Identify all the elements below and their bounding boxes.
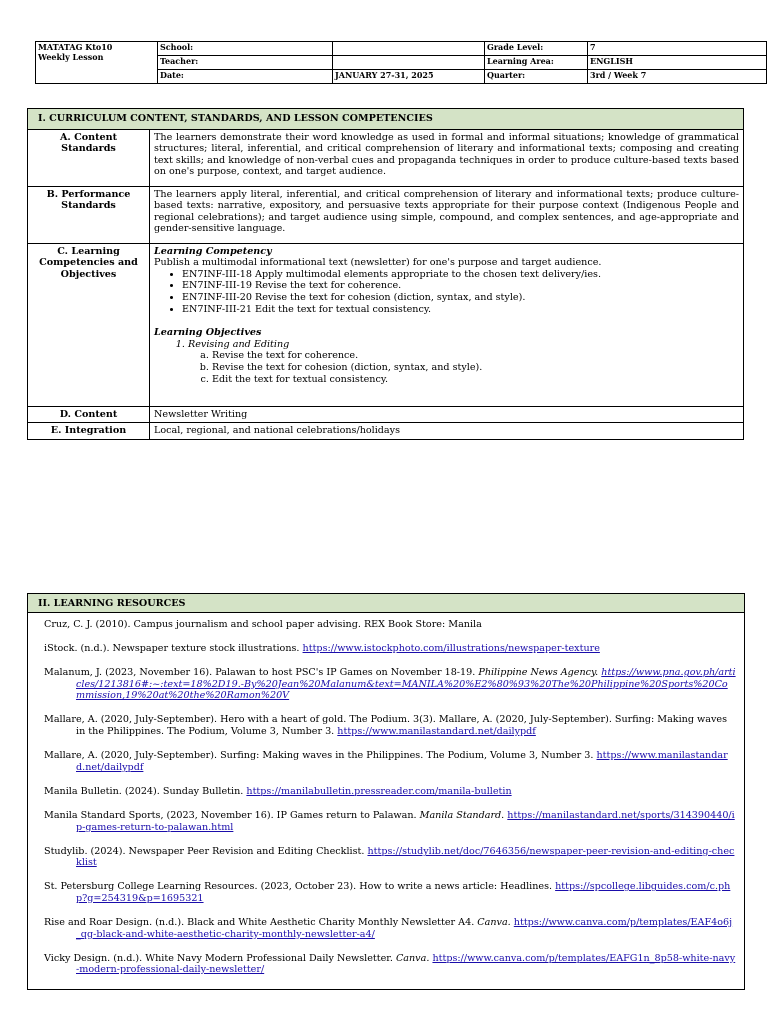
competency-list: [154, 269, 739, 315]
competency-intro: Publish a multimodal informational text (newsletter) for one's purpose and target audience.: [154, 257, 602, 269]
reference-text: Malanum, J. (2023, November 16). Palawan to host PSC's IP Games on November 18-19.: [44, 667, 479, 679]
list-item: c. Edit the text for textual consistency.: [212, 374, 739, 386]
resources-heading: II. LEARNING RESOURCES: [28, 594, 744, 613]
content-standards-text: The learners demonstrate their word knowledge as used in formal and informal situations; knowledge of grammatical structures; literal, inferential, and critical comprehension of literary and informational texts; composing and creating text skills; and knowledge of non-verbal cues and propaganda techniques in order to produce culture-based texts based on one's purpose, context, and target audience.: [150, 129, 744, 186]
performance-standards-text: The learners apply literal, inferential, and critical comprehension of literary and informational texts; produce culture-based texts: narrative, expository, and persuasive texts appropriate for their purpose context (Indigenous People and regional celebrations); and target audience using simple, compound, and complex sentences, and age-appropriate and gender-sensitive language.: [150, 186, 744, 243]
list-item: • EN7INF-III-19 Revise the text for coherence.: [182, 280, 739, 292]
reference-item: [44, 953, 736, 976]
reference-text: Rise and Roar Design. (n.d.). Black and White Aesthetic Charity Monthly Newsletter A4.: [44, 917, 478, 928]
objective-groups: [154, 339, 739, 385]
reference-link[interactable]: https://www.canva.com/p/templates/EAFG1n_8p58-white-navy-modern-professional-daily-newsletter/: [76, 952, 736, 976]
reference-item: [44, 917, 736, 940]
school-value: [333, 42, 485, 56]
date-label: Date:: [158, 70, 333, 84]
objective-list: [188, 350, 739, 385]
reference-item: [44, 810, 736, 833]
reference-text: iStock. (n.d.). Newspaper texture stock illustrations.: [44, 643, 303, 655]
objective-group: [188, 339, 739, 385]
resources-box: [27, 593, 745, 990]
reference-text: Mallare, A. (2020, July-September). Surfing: Making waves in the Philippines. The Podium, Volume 3, Number 3.: [44, 750, 597, 762]
competencies-cell: [150, 243, 744, 406]
content-label: D. Content: [28, 406, 150, 423]
reference-link[interactable]: https://www.manilastandard.net/dailypdf: [337, 726, 536, 738]
reference-link[interactable]: https://www.pna.gov.ph/articles/1213816#:~:text=18%2D19.-By%20Jean%20Malanum&text=MANILA%20%E2%80%93%20The%20Philippine%20Sports%20Commission,19%20at%20the%20Ramon%20V: [76, 667, 736, 702]
objective-group-title: Revising and Editing: [188, 338, 290, 350]
reference-link[interactable]: https://www.manilastandard.net/dailypdf: [76, 750, 728, 773]
grade-label: Grade Level:: [485, 42, 588, 56]
reference-item: [44, 619, 736, 631]
grade-value: 7: [588, 42, 767, 56]
reference-link[interactable]: https://www.canva.com/p/templates/EAF4o6j_qg-black-and-white-aesthetic-charity-monthly-newsletter-a4/: [76, 917, 733, 940]
reference-link[interactable]: https://spcollege.libguides.com/c.php?g=254319&p=1695321: [76, 881, 731, 904]
reference-text: Studylib. (2024). Newspaper Peer Revision and Editing Checklist.: [44, 845, 368, 857]
area-label: Learning Area:: [485, 56, 588, 70]
list-item: • EN7INF-III-18 Apply multimodal elements appropriate to the chosen text delivery/ies.: [182, 269, 739, 281]
school-label: School:: [158, 42, 333, 56]
reference-item: [44, 846, 736, 869]
reference-item: [44, 881, 736, 904]
reference-link[interactable]: https://studylib.net/doc/7646356/newspaper-peer-revision-and-editing-checklist: [76, 845, 735, 869]
list-item: • EN7INF-III-20 Revise the text for cohesion (diction, syntax, and style).: [182, 292, 739, 304]
competencies-label: C. Learning Competencies and Objectives: [28, 243, 150, 406]
content-standards-label: A. Content Standards: [28, 129, 150, 186]
reference-link[interactable]: https://manilastandard.net/sports/314390440/ip-games-return-to-palawan.html: [76, 809, 735, 833]
reference-item: [44, 714, 736, 737]
quarter-label: Quarter:: [485, 70, 588, 84]
teacher-value: [333, 56, 485, 70]
reference-text: St. Petersburg College Learning Resources. (2023, October 23). How to write a news article: Headlines.: [44, 881, 556, 893]
reference-item: [44, 786, 736, 798]
lesson-title-line2: Weekly Lesson: [38, 52, 104, 62]
objectives-heading: Learning Objectives: [154, 327, 262, 339]
area-value: ENGLISH: [588, 56, 767, 70]
quarter-value: 3rd / Week 7: [588, 70, 767, 84]
date-value: JANUARY 27-31, 2025: [333, 70, 485, 84]
integration-label: E. Integration: [28, 423, 150, 440]
reference-text: Manila Standard Sports, (2023, November 16). IP Games return to Palawan.: [44, 809, 420, 821]
curriculum-table: [27, 108, 744, 440]
reference-source: Canva.: [395, 952, 430, 964]
reference-item: [44, 667, 736, 702]
reference-link[interactable]: https://www.istockphoto.com/illustrations/newspaper-texture: [302, 643, 600, 655]
curriculum-heading: I. CURRICULUM CONTENT, STANDARDS, AND LESSON COMPETENCIES: [28, 109, 744, 130]
performance-standards-label: B. Performance Standards: [28, 186, 150, 243]
resources-list: [28, 613, 744, 976]
reference-text: Mallare, A. (2020, July-September). Hero with a heart of gold. The Podium. 3(3). Mallare, A. (2020, July-September). Surfing: Making waves in the Philippines. The Podium, Volume 3, Number 3.: [44, 714, 728, 738]
teacher-label: Teacher:: [158, 56, 333, 70]
reference-source: Manila Standard.: [419, 809, 505, 821]
header-table: [35, 41, 767, 84]
reference-source: Philippine News Agency.: [478, 667, 599, 679]
integration-text: Local, regional, and national celebrations/holidays: [150, 423, 744, 440]
reference-text: Manila Bulletin. (2024). Sunday Bulletin.: [44, 785, 247, 797]
reference-text: Vicky Design. (n.d.). White Navy Modern Professional Daily Newsletter.: [44, 952, 396, 964]
reference-item: [44, 643, 736, 655]
lesson-title-line1: MATATAG Kto10: [38, 42, 113, 52]
reference-source: Canva.: [477, 917, 511, 928]
list-item: • EN7INF-III-21 Edit the text for textual consistency.: [182, 304, 739, 316]
reference-link[interactable]: https://manilabulletin.pressreader.com/manila-bulletin: [246, 785, 512, 797]
competency-heading: Learning Competency: [154, 245, 272, 257]
reference-text: Cruz, C. J. (2010). Campus journalism and school paper advising. REX Book Store: Manila: [44, 619, 482, 630]
lesson-title-cell: [36, 42, 158, 84]
list-item: a. Revise the text for coherence.: [212, 350, 739, 362]
reference-item: [44, 750, 736, 773]
list-item: b. Revise the text for cohesion (diction, syntax, and style).: [212, 362, 739, 374]
content-text: Newsletter Writing: [150, 406, 744, 423]
